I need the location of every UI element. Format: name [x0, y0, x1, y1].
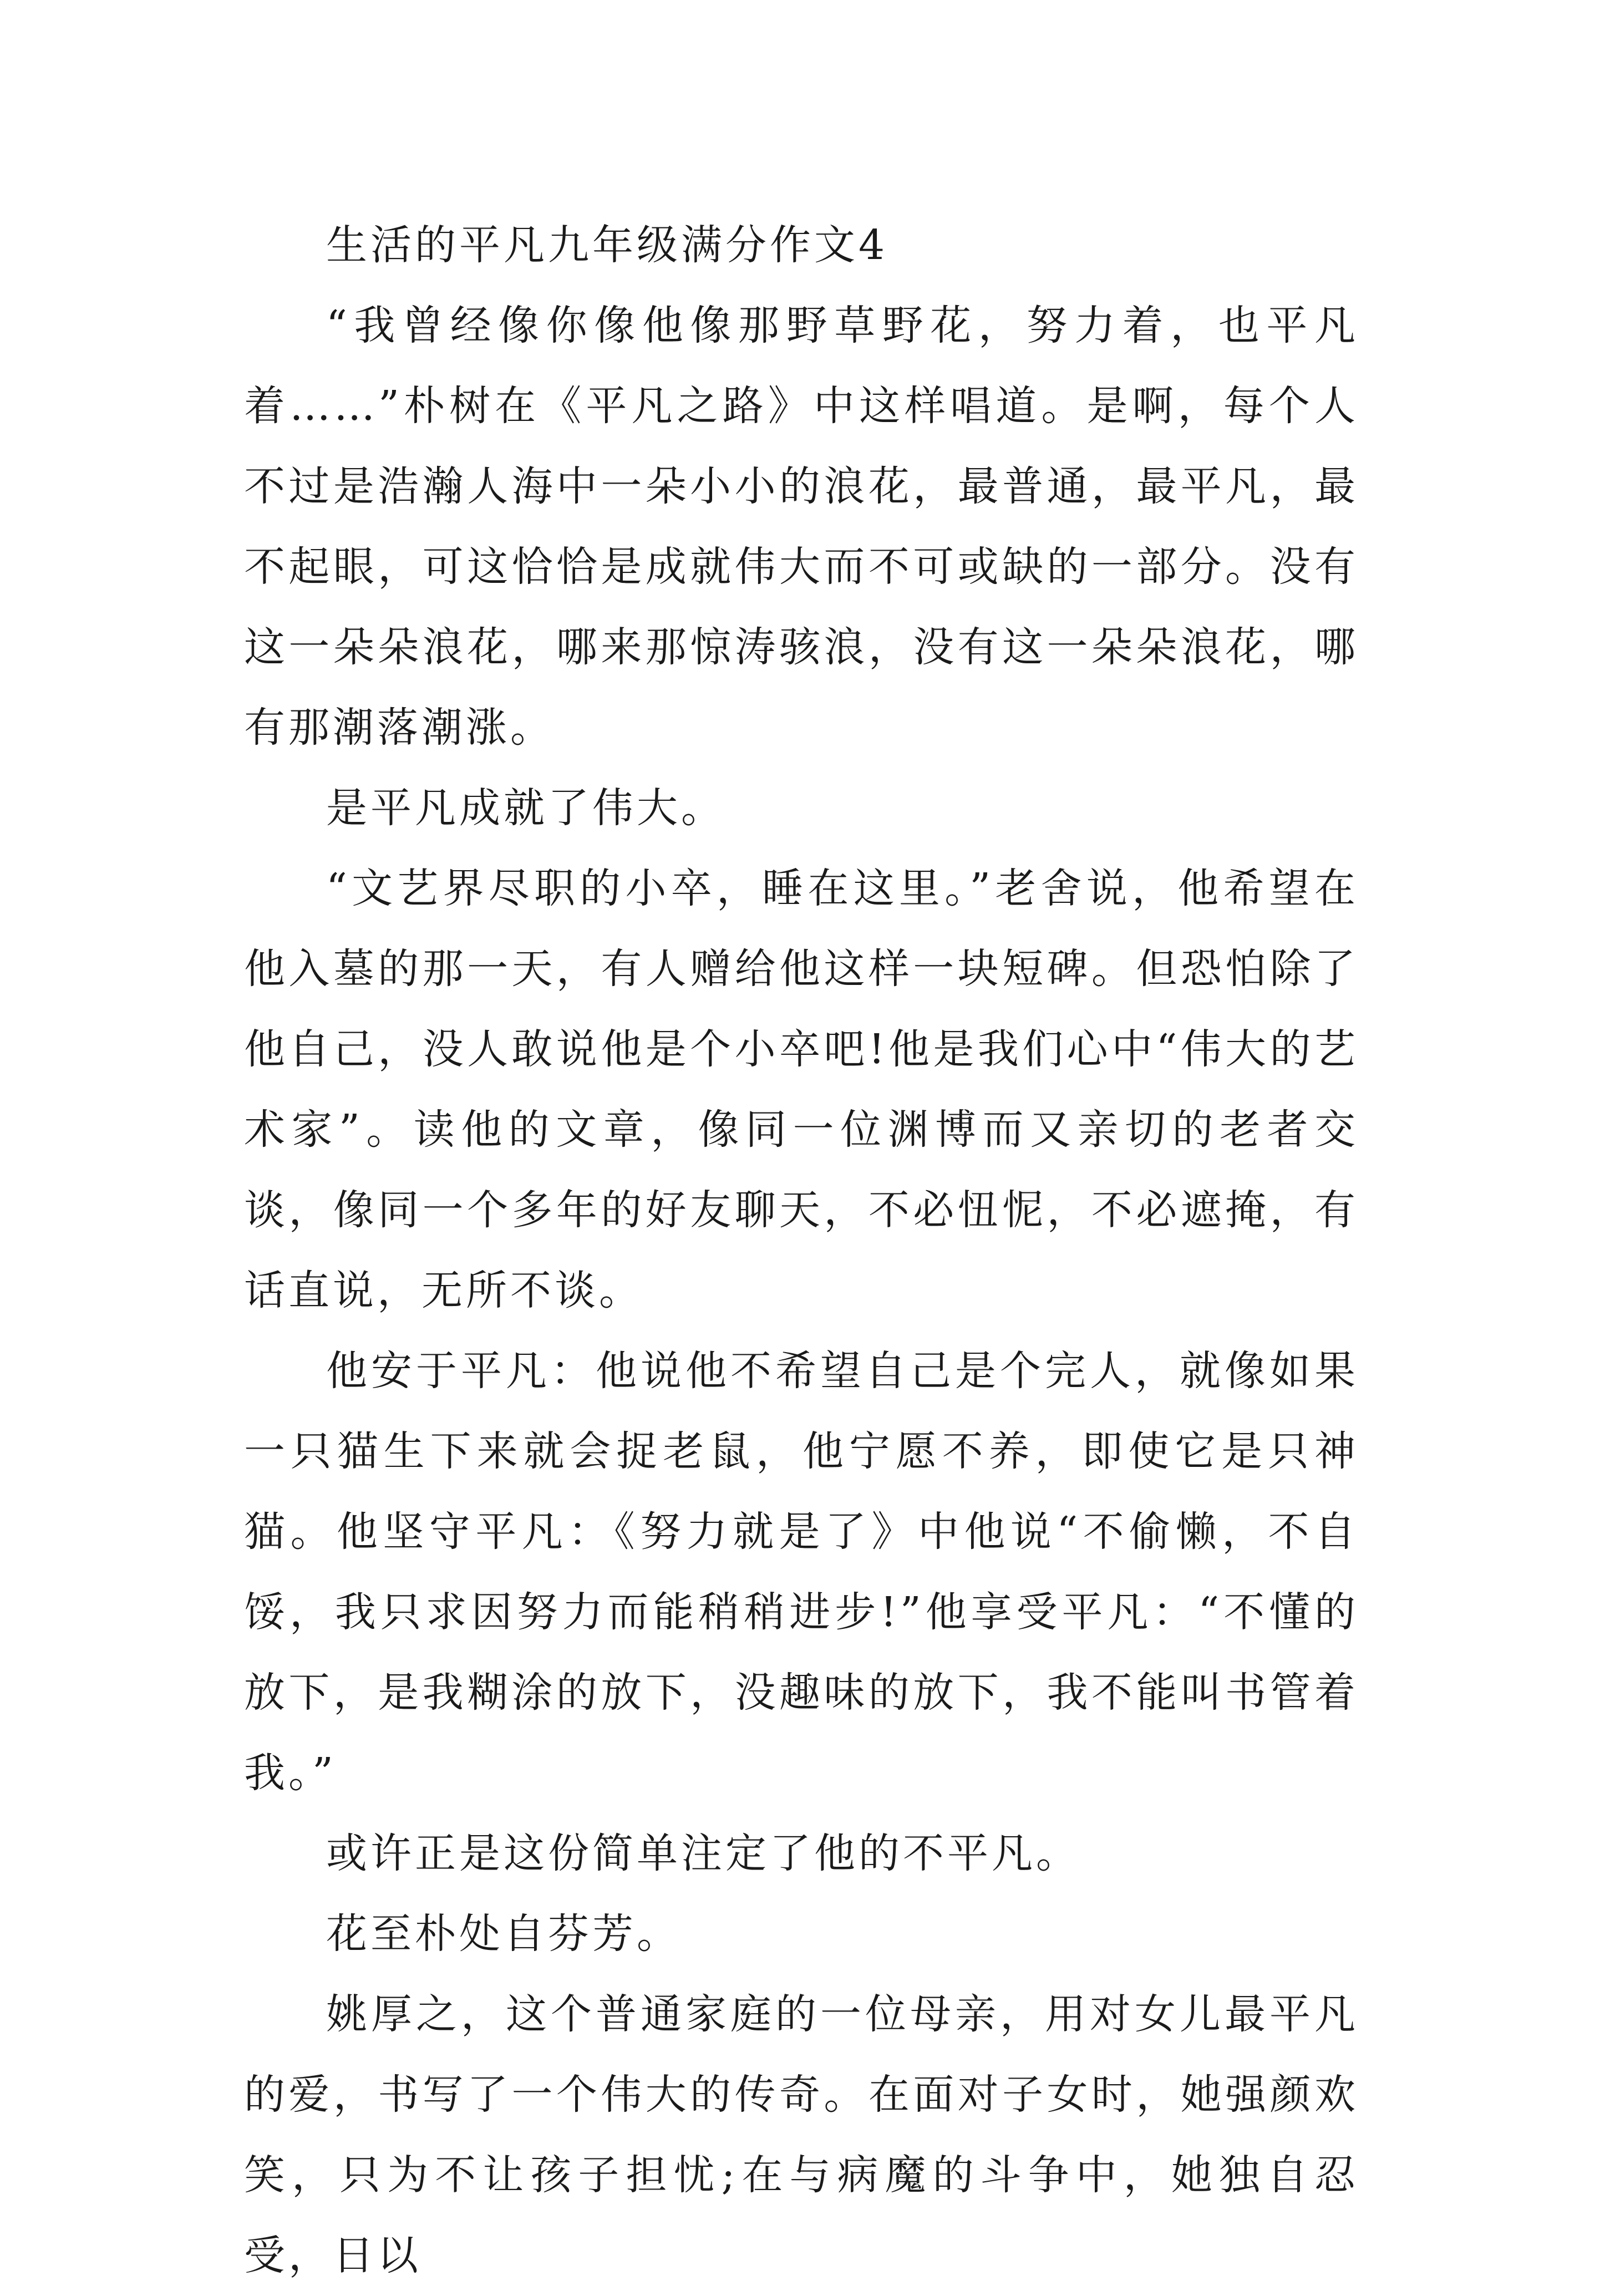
paragraph: 他安于平凡：他说他不希望自己是个完人，就像如果一只猫生下来就会捉老鼠，他宁愿不养，即使它是只神猫。他坚守平凡：《努力就是了》中他说“不偷懒，不自馁，我只求因努力而能稍稍进步!”他享受平凡：“不懂的放下，是我糊涂的放下，没趣味的放下，我不能叫书管着我。” [244, 1347, 1359, 1797]
paragraph: 或许正是这份简单注定了他的不平凡。 [326, 1830, 1080, 1877]
document-body [244, 205, 1359, 2296]
paragraph: 姚厚之，这个普通家庭的一位母亲，用对女儿最平凡的爱，书写了一个伟大的传奇。在面对子女时，她强颜欢笑，只为不让孩子担忧;在与病魔的斗争中，她独自忍受，日以 [244, 1990, 1359, 2279]
paragraph: “我曾经像你像他像那野草野花，努力着，也平凡着……”朴树在《平凡之路》中这样唱道。是啊，每个人不过是浩瀚人海中一朵小小的浪花，最普通，最平凡，最不起眼，可这恰恰是成就伟大而不可或缺的一部分。没有这一朵朵浪花，哪来那惊涛骇浪，没有这一朵朵浪花，哪有那潮落潮涨。 [244, 302, 1359, 751]
paragraph: 花至朴处自芬芳。 [326, 1910, 681, 1958]
document-title: 生活的平凡九年级满分作文4 [326, 221, 888, 269]
paragraph: “文艺界尽职的小卒，睡在这里。”老舍说，他希望在他入墓的那一天，有人赠给他这样一块短碑。但恐怕除了他自己，没人敢说他是个小卒吧!他是我们心中“伟大的艺术家”。读他的文章，像同一位渊博而又亲切的老者交谈，像同一个多年的好友聊天，不必忸怩，不必遮掩，有话直说，无所不谈。 [244, 865, 1359, 1314]
paragraph: 是平凡成就了伟大。 [326, 784, 725, 832]
